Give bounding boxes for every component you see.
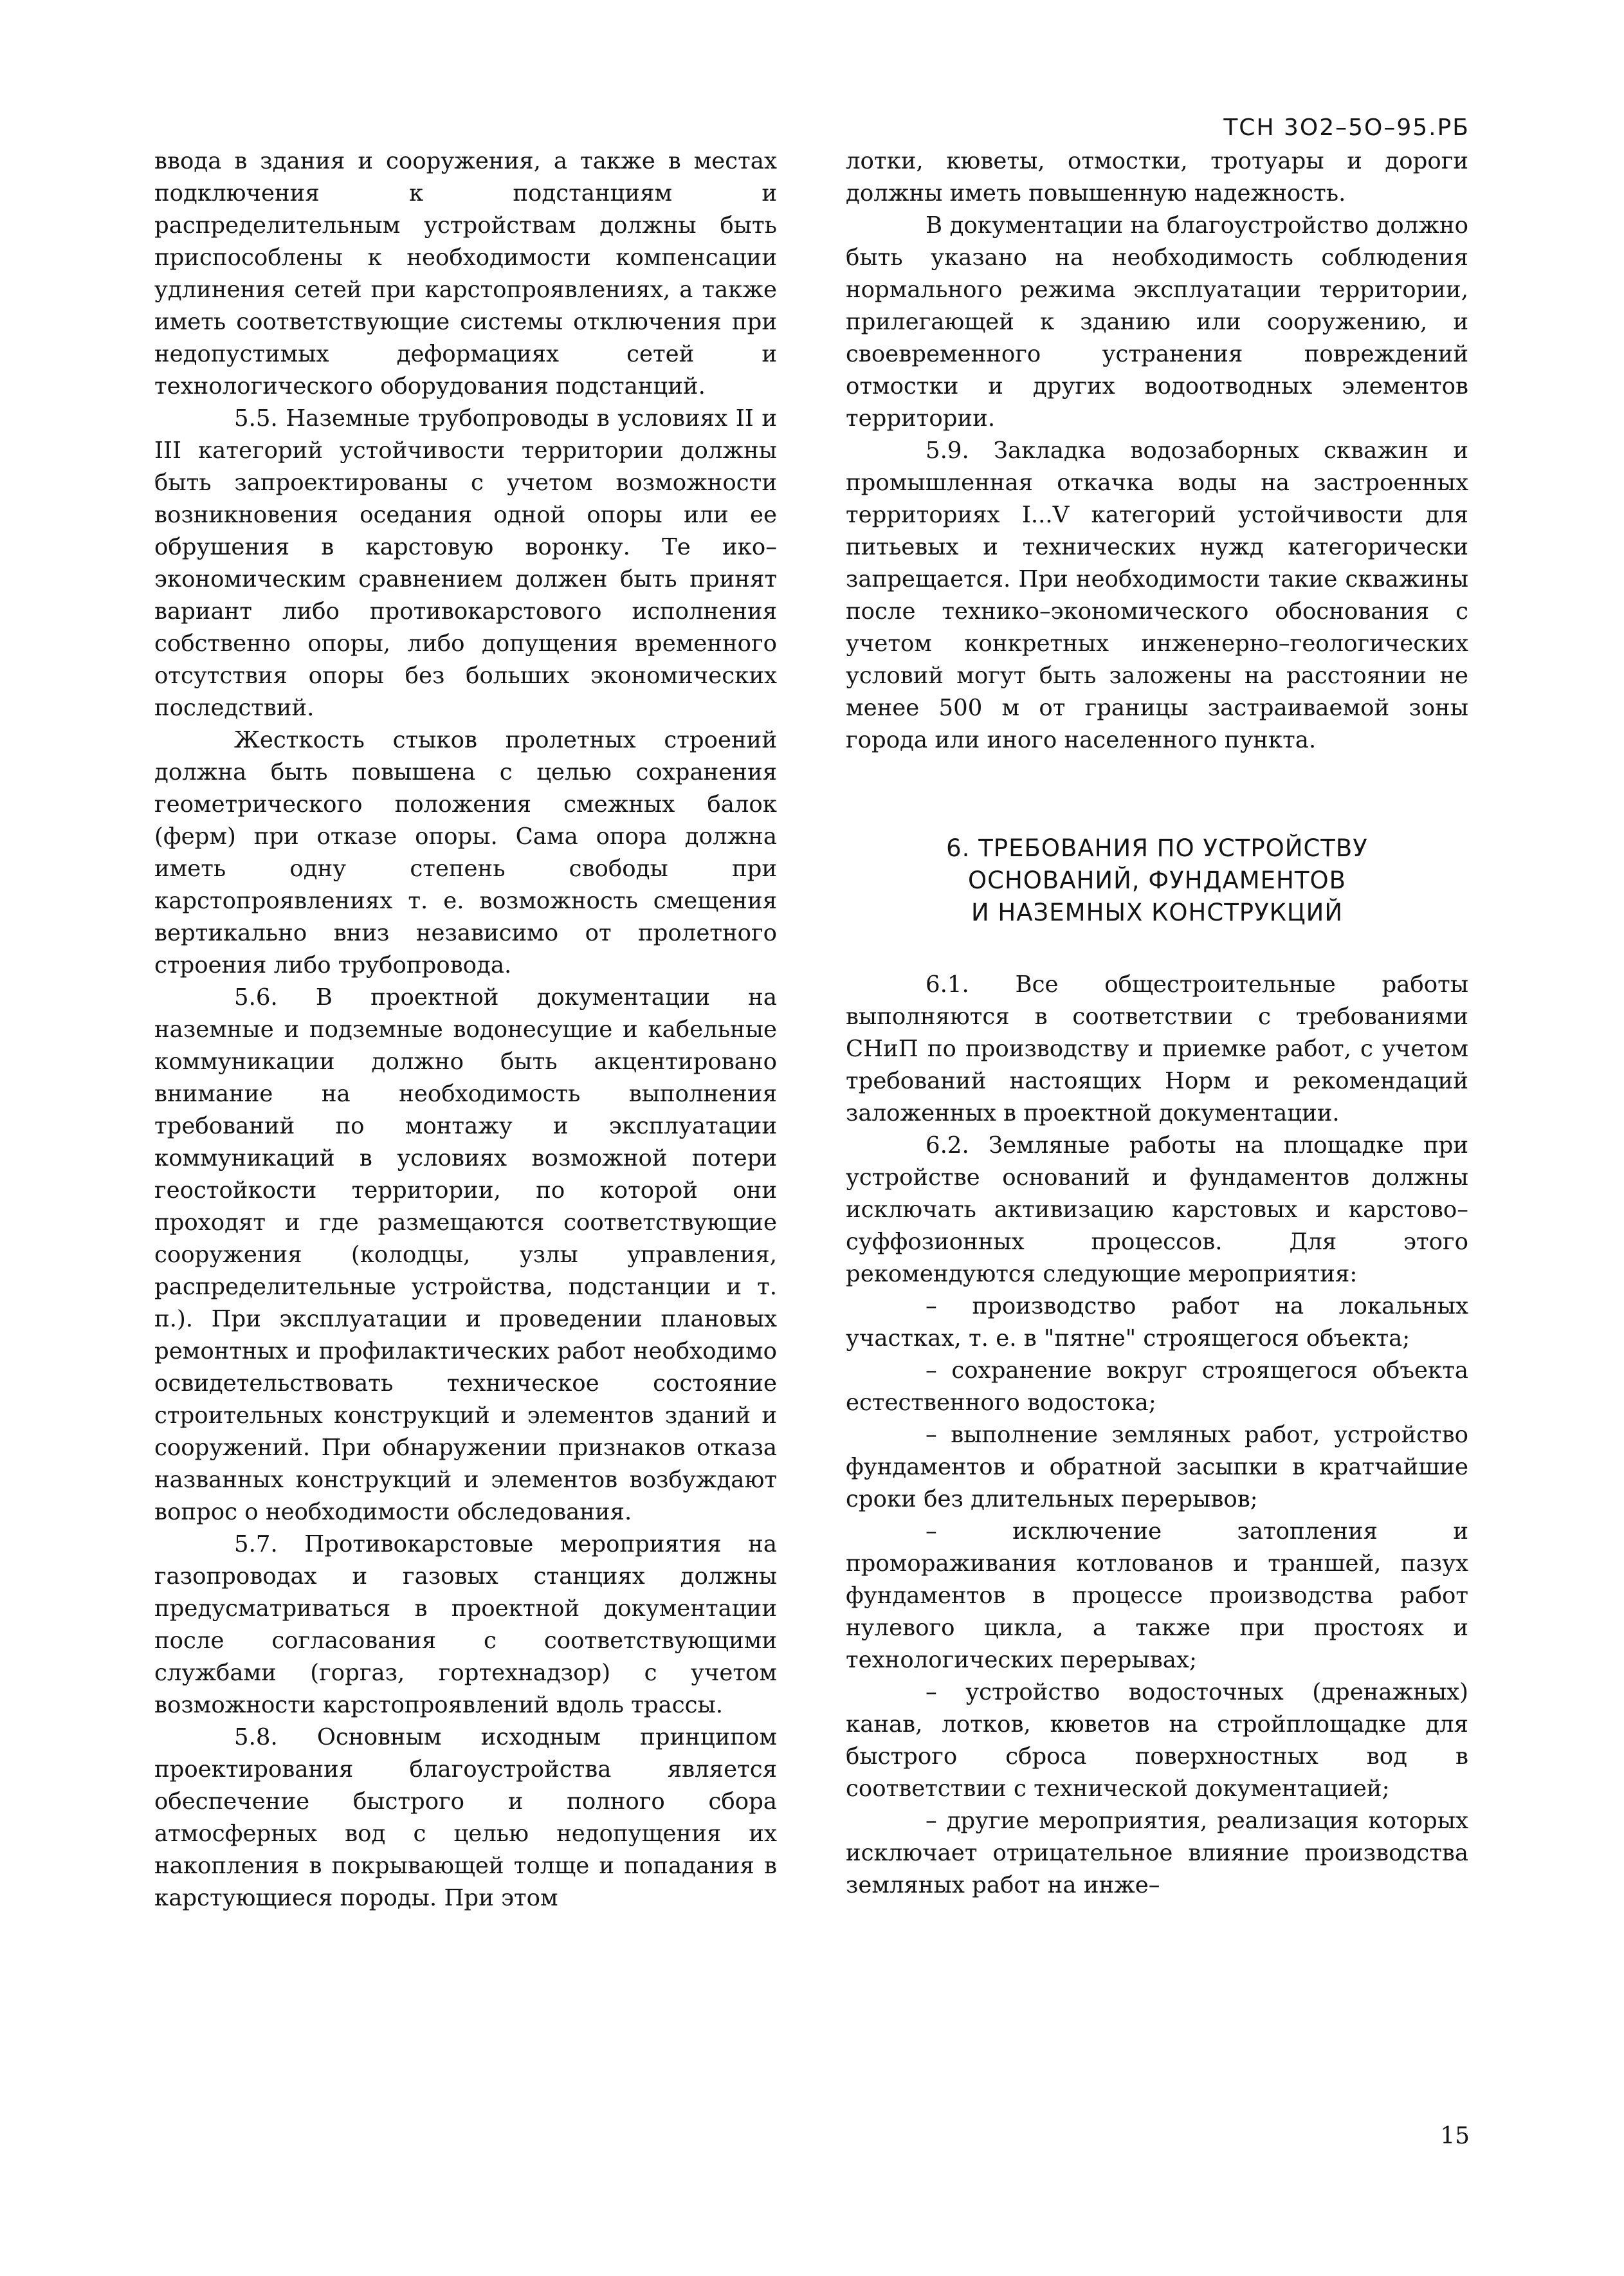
paragraph-landscaping: В документации на благоустройство должно быть указано на необходимость соблюдения нормального режима эксплуатации территории, прилегающей к зданию или сооружению, и своевременного устранения повреждений отмостки и других водоотводных элементов территории. (846, 212, 1468, 432)
paragraph: лотки, кюветы, отмостки, тротуары и дороги должны иметь повышенную надежность. (846, 148, 1468, 206)
right-column (846, 145, 1468, 1902)
paragraph-5-8: 5.8. Основным исходным принципом проектирования благоустройства является обеспечение быстрого и полного сбора атмосферных вод с целью недопущения их накопления в покрывающей толще и попадания в карстующиеся породы. При этом (154, 1724, 777, 1911)
paragraph-5-5: 5.5. Наземные трубопроводы в условиях II и III категорий устойчивости территории должны быть запроектированы с учетом возможности возникновения оседания одной опоры или ее обрушения в карстовую воронку. Те ико–экономическим сравнением должен быть принят вариант либо противокарстового исполнения собственно опоры, либо допущения временного отсутствия опоры без больших экономических последствий. (154, 405, 777, 721)
section-title: 6. ТРЕБОВАНИЯ ПО УСТРОЙСТВУ ОСНОВАНИЙ, ФУНДАМЕНТОВ И НАЗЕМНЫХ КОНСТРУКЦИЙ (946, 834, 1368, 926)
page-number: 15 (1440, 2123, 1470, 2149)
left-column (154, 145, 777, 1914)
list-item: – сохранение вокруг строящегося объекта естественного водостока; (846, 1357, 1468, 1416)
list-item: – производство работ на локальных участках, т. е. в "пятне" строящегося объекта; (846, 1293, 1468, 1352)
paragraph-5-7: 5.7. Противокарстовые мероприятия на газопроводах и газовых станциях должны предусматриваться в проектной документации после согласования с соответствующими службами (горгаз, гортехнадзор) с учетом возможности карстопроявлений вдоль трассы. (154, 1531, 777, 1718)
paragraph: ввода в здания и сооружения, а также в местах подключения к подстанциям и распределительным устройствам должны быть приспособлены к необходимости компенсации удлинения сетей при карстопроявлениях, а также иметь соответствующие системы отключения при недопустимых деформациях сетей и технологического оборудования подстанций. (154, 148, 777, 399)
list-item: – устройство водосточных (дренажных) канав, лотков, кюветов на стройплощадке для быстрого сброса поверхностных вод в соответствии с технической документацией; (846, 1679, 1468, 1802)
paragraph-joint-stiffness: Жесткость стыков пролетных строений должна быть повышена с целью сохранения геометрического положения смежных балок (ферм) при отказе опоры. Сама опора должна иметь одну степень свободы при карстопроявлениях т. е. возможность смещения вертикально вниз независимо от пролетного строения либо трубопровода. (154, 727, 777, 978)
list-item: – исключение затопления и промораживания котлованов и траншей, пазух фундаментов в процессе производства работ нулевого цикла, а также при простоях и технологических перерывах; (846, 1518, 1468, 1673)
document-code-header: ТСН 3О2–5О–95.РБ (1223, 115, 1470, 141)
paragraph-6-1: 6.1. Все общестроительные работы выполняются в соответствии с требованиями СНиП по производству и приемке работ, с учетом требований настоящих Норм и рекомендаций заложенных в проектной документации. (846, 971, 1468, 1126)
list-item: – выполнение земляных работ, устройство фундаментов и обратной засыпки в кратчайшие сроки без длительных перерывов; (846, 1422, 1468, 1512)
paragraph-5-6: 5.6. В проектной документации на наземные и подземные водонесущие и кабельные коммуникации должно быть акцентировано внимание на необходимость выполнения требований по монтажу и эксплуатации коммуникаций в условиях возможной потери геостойкости территории, по которой они проходят и где размещаются соответствующие сооружения (колодцы, узлы управления, распределительные устройства, подстанции и т. п.). При эксплуатации и проведении плановых ремонтных и профилактических работ необходимо освидетельствовать техническое состояние строительных конструкций и элементов зданий и сооружений. При обнаружении признаков отказа названных конструкций и элементов возбуждают вопрос о необходимости обследования. (154, 984, 777, 1525)
paragraph-6-2: 6.2. Земляные работы на площадке при устройстве оснований и фундаментов должны исключать активизацию карстовых и карстово–суффозионных процессов. Для этого рекомендуются следующие мероприятия: (846, 1132, 1468, 1287)
paragraph-5-9: 5.9. Закладка водозаборных скважин и промышленная откачка воды на застроенных территориях I...V категорий устойчивости для питьевых и технических нужд категорически запрещается. При необходимости такие скважины после технико–экономического обоснования с учетом конкретных инженерно–геологических условий могут быть заложены на расстоянии не менее 500 м от границы застраиваемой зоны города или иного населенного пункта. (846, 437, 1468, 753)
list-item: – другие мероприятия, реализация которых исключает отрицательное влияние производства земляных работ на инже– (846, 1808, 1468, 1898)
